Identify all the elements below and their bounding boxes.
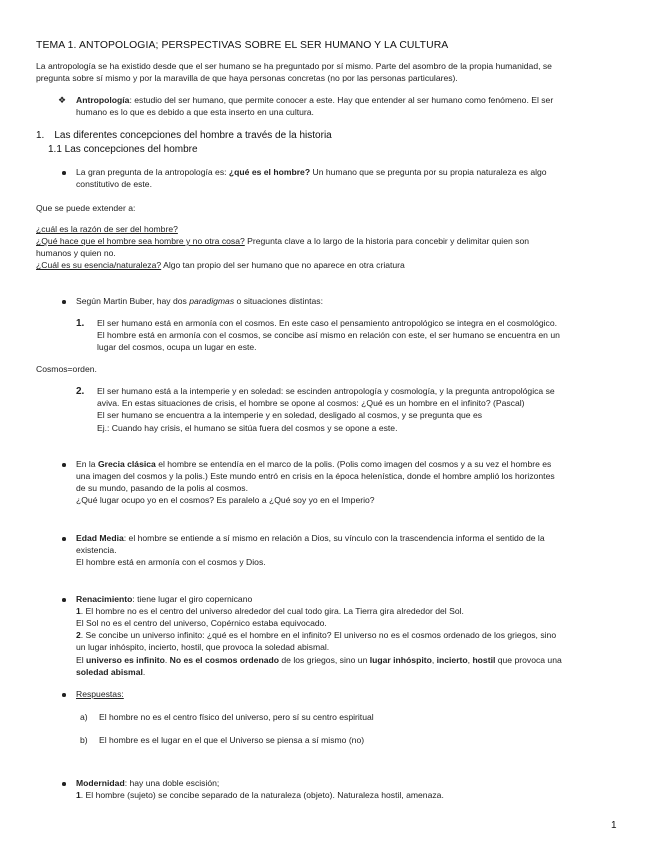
grecia-line-2: una imagen del cosmos y la polis.) Este mundo entró en crisis en la época helenística, donde el hombre amplió los horizontes	[76, 471, 555, 481]
section-heading	[36, 130, 332, 141]
renacimiento-line-4	[76, 630, 556, 641]
antropologia-line-1	[76, 95, 553, 106]
ren-l6-b4: incierto	[436, 655, 468, 665]
modernidad-bold: Modernidad	[76, 778, 125, 788]
edad-media-line-1	[76, 533, 545, 544]
gran-pregunta-pre: La gran pregunta de la antropología es:	[76, 167, 229, 177]
gran-pregunta-bold: ¿qué es el hombre?	[228, 167, 311, 177]
ren-l6-b3: lugar inhóspito	[369, 655, 432, 665]
renacimiento-number-1: 1	[76, 606, 81, 616]
renacimiento-text-2: . El hombre no es el centro del universo alrededor del cual todo gira. La Tierra gira alrededor del Sol.	[80, 606, 464, 616]
intro-line-2: pregunta sobre sí mismo y por la maravilla de que haya personas concretas (no por las personas particulares).	[36, 73, 458, 83]
renacimiento-line-7	[76, 667, 145, 678]
renacimiento-line-5: un lugar inhóspito, incierto, hostil, que provoca la soledad abismal.	[76, 642, 330, 652]
ren-l6-b5: hostil	[472, 655, 496, 665]
bullet-icon	[62, 300, 66, 304]
grecia-line-1	[76, 459, 551, 470]
edad-media-line-2: existencia.	[76, 545, 117, 555]
respuestas-heading: Respuestas:	[76, 689, 124, 699]
edad-media-line-3: El hombre está en armonía con el cosmos y Dios.	[76, 557, 266, 567]
edad-media-bold: Edad Media	[76, 533, 124, 543]
subsection-heading: 1.1 Las concepciones del hombre	[48, 144, 198, 155]
gran-pregunta-line-1	[76, 167, 547, 178]
buber-italic: paradigmas	[189, 296, 235, 306]
paradigm-2-line-3: El ser humano se encuentra a la intemperie y en soledad, desligado al cosmos, y se pregunta que es	[97, 410, 483, 420]
ren-l7-post: .	[142, 667, 146, 677]
question-2	[36, 236, 529, 247]
paradigm-1-line-3: lugar del cosmos, ocupa un lugar en este.	[97, 342, 257, 352]
page-number: 1	[611, 820, 617, 831]
question-1: ¿cuál es la razón de ser del hombre?	[36, 224, 178, 234]
ren-l6-mid3: ,	[431, 655, 437, 665]
cosmos-definition: Cosmos=orden.	[36, 364, 97, 374]
modernidad-line-1	[76, 778, 219, 789]
paradigm-2-line-4: Ej.: Cuando hay crisis, el humano se sitúa fuera del cosmos y se opone a este.	[97, 423, 398, 433]
renacimiento-number-2: 2	[76, 630, 81, 640]
respuesta-a-text: El hombre no es el centro físico del universo, pero sí su centro espiritual	[99, 712, 374, 722]
section-number: 1.	[36, 130, 45, 141]
document-title: TEMA 1. ANTOPOLOGIA; PERSPECTIVAS SOBRE EL SER HUMANO Y LA CULTURA	[36, 40, 449, 51]
grecia-post: el hombre se entendía en el marco de la polis. (Polis como imagen del cosmos y a su vez el hombre es	[155, 459, 552, 469]
grecia-pre: En la	[76, 459, 98, 469]
ren-l6-mid4: ,	[467, 655, 473, 665]
ren-l6-mid1: .	[164, 655, 170, 665]
ren-l6-mid2: de los griegos, sino un	[278, 655, 370, 665]
edad-media-post: : el hombre se entiende a sí mismo en relación a Dios, su vínculo con la trascendencia informa el sentido de la	[123, 533, 545, 543]
respuesta-b-text: El hombre es el lugar en el que el Universo se piensa a sí mismo (no)	[99, 735, 365, 745]
paradigm-number-1: 1.	[76, 318, 85, 329]
ren-l6-b1: universo es infinito	[86, 655, 165, 665]
question-3	[36, 260, 405, 271]
renacimiento-text-4: . Se concibe un universo infinito: ¿qué es el hombre en el infinito? El universo no es el cosmos ordenado de los griegos, sino	[80, 630, 557, 640]
question-3-rest: Algo tan propio del ser humano que no aparece en otra criatura	[161, 260, 405, 270]
ren-l7-bold: soledad abismal	[76, 667, 143, 677]
ren-l6-pre: El	[76, 655, 87, 665]
renacimiento-line-6	[76, 655, 562, 666]
gran-pregunta-line-2: constitutivo de este.	[76, 179, 152, 189]
renacimiento-line-2	[76, 606, 464, 617]
paradigm-2-line-2: aviva. En estas situaciones de crisis, el hombre se opone al cosmos: ¿Qué es un hombre en el infinito? (Pascal)	[97, 398, 525, 408]
paradigm-1-line-1: El ser humano está en armonía con el cosmos. En este caso el pensamiento antropológico se integra en el cosmológico.	[97, 318, 558, 328]
diamond-bullet-icon: ❖	[58, 95, 67, 105]
paradigm-1-line-2: El hombre está en armonía con el cosmos, se concibe así mismo en relación con este, el ser humano se encuentra en un	[97, 330, 560, 340]
question-3-underlined: ¿Cuál es su esencia/naturaleza?	[36, 260, 162, 270]
intro-line-1: La antropología se ha existido desde que el ser humano se ha preguntado por sí mismo. Parte del asombro de la propia humanidad, se	[36, 61, 552, 71]
bullet-icon	[62, 782, 66, 786]
ren-l6-b2: No es el cosmos ordenado	[169, 655, 279, 665]
renacimiento-line-3: El Sol no es el centro del universo, Copérnico estaba equivocado.	[76, 618, 327, 628]
paradigm-number-2: 2.	[76, 386, 85, 397]
antropologia-line-2: humano es lo que es debido a que esta inserto en una cultura.	[76, 107, 314, 117]
gran-pregunta-post: Un humano que se pregunta por su propia naturaleza es algo	[310, 167, 547, 177]
bullet-icon	[62, 693, 66, 697]
grecia-line-3: de su mundo, pasando de la polis al cosmos.	[76, 483, 248, 493]
renacimiento-post: : tiene lugar el giro copernicano	[132, 594, 253, 604]
renacimiento-line-1	[76, 594, 252, 605]
modernidad-text-2: . El hombre (sujeto) se concibe separado de la naturaleza (objeto). Naturaleza hostil, amenaza.	[80, 790, 444, 800]
antropologia-text: : estudio del ser humano, que permite conocer a este. Hay que entender al ser humano como fenómeno. El ser	[129, 95, 554, 105]
respuesta-b-label: b)	[80, 735, 88, 745]
buber-intro	[76, 296, 323, 307]
renacimiento-bold: Renacimiento	[76, 594, 133, 604]
question-2-line-2: humanos y quien no.	[36, 248, 116, 258]
section-heading-text: Las diferentes concepciones del hombre a través de la historia	[54, 130, 332, 141]
bullet-icon	[62, 537, 66, 541]
grecia-bold: Grecia clásica	[97, 459, 156, 469]
ren-l6-post: que provoca una	[495, 655, 562, 665]
extender-text: Que se puede extender a:	[36, 203, 136, 213]
paradigm-2-line-1: El ser humano está a la intemperie y en soledad: se escinden antropología y cosmología, y la pregunta antropológica se	[97, 386, 555, 396]
modernidad-number-1: 1	[76, 790, 81, 800]
question-2-underlined: ¿Qué hace que el hombre sea hombre y no otra cosa?	[36, 236, 245, 246]
bullet-icon	[62, 598, 66, 602]
modernidad-line-2	[76, 790, 444, 801]
grecia-line-4: ¿Qué lugar ocupo yo en el cosmos? Es paralelo a ¿Qué soy yo en el Imperio?	[76, 495, 375, 505]
bullet-icon	[62, 171, 66, 175]
buber-post: o situaciones distintas:	[234, 296, 323, 306]
modernidad-post: : hay una doble escisión;	[124, 778, 220, 788]
bullet-icon	[62, 463, 66, 467]
antropologia-term: Antropología	[76, 95, 130, 105]
respuesta-a-label: a)	[80, 712, 88, 722]
question-2-rest: Pregunta clave a lo largo de la historia para concebir y delimitar quien son	[244, 236, 529, 246]
buber-pre: Según Martin Buber, hay dos	[76, 296, 190, 306]
